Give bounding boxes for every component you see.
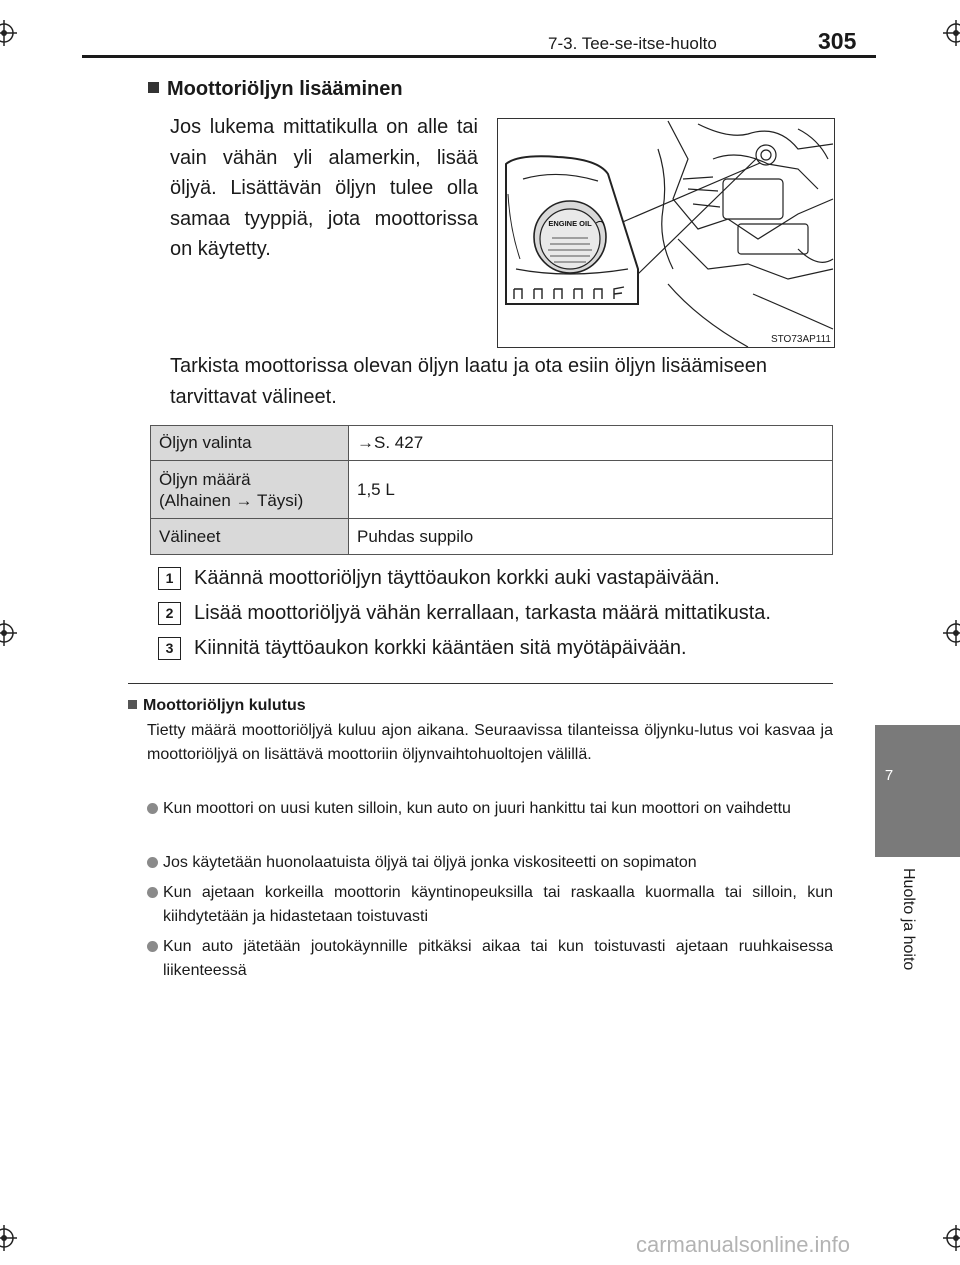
oil-cap-figure bbox=[497, 118, 835, 348]
step-text: Lisää moottoriöljyä vähän kerrallaan, tarkasta määrä mittatikusta. bbox=[194, 602, 771, 624]
square-bullet-icon bbox=[128, 700, 137, 709]
step-number-badge: 1 bbox=[158, 567, 181, 590]
registration-mark-icon bbox=[943, 1225, 960, 1251]
step-item bbox=[158, 637, 687, 660]
watermark: carmanualsonline.info bbox=[636, 1232, 851, 1257]
consumption-heading-text: Moottoriöljyn kulutus bbox=[143, 697, 306, 714]
table-value-cell: 1,5 L bbox=[349, 461, 833, 519]
chapter-title: Huolto ja hoito bbox=[900, 868, 917, 971]
section-heading bbox=[148, 78, 403, 101]
table-row bbox=[151, 461, 833, 519]
step-text: Käännä moottoriöljyn täyttöaukon korkki auki vastapäivään. bbox=[194, 567, 720, 589]
oil-info-table bbox=[150, 425, 833, 555]
section-heading-text: Moottoriöljyn lisääminen bbox=[167, 78, 403, 100]
list-item-text: Jos käytetään huonolaatuista öljyä tai öljyä jonka viskositeetti on sopimaton bbox=[163, 854, 697, 871]
table-label-text: Öljyn määrä (Alhainen → Täysi) bbox=[159, 469, 304, 510]
bullet-dot-icon bbox=[147, 941, 158, 952]
list-item bbox=[147, 851, 833, 875]
step-number-badge: 3 bbox=[158, 637, 181, 660]
cap-label: ENGINE OIL bbox=[548, 219, 592, 228]
registration-mark-icon bbox=[0, 1225, 17, 1251]
consumption-heading bbox=[128, 697, 306, 715]
bullet-dot-icon bbox=[147, 887, 158, 898]
bullet-dot-icon bbox=[147, 857, 158, 868]
step-item bbox=[158, 567, 720, 590]
page-number: 305 bbox=[818, 28, 857, 54]
table-label-cell: Öljyn valinta bbox=[151, 426, 349, 461]
header-rule bbox=[82, 55, 876, 58]
list-item-text: Kun ajetaan korkeilla moottorin käyntinopeuksilla tai raskaalla kuormalla tai silloin, kun kiihdytetään ja hidastetaan toistuvasti bbox=[163, 884, 833, 925]
bullet-dot-icon bbox=[147, 803, 158, 814]
step-number-badge: 2 bbox=[158, 602, 181, 625]
list-item bbox=[147, 935, 833, 982]
table-row bbox=[151, 426, 833, 461]
square-bullet-icon bbox=[148, 82, 159, 93]
list-item-text: Kun moottori on uusi kuten silloin, kun auto on juuri hankittu tai kun moottori on vaihdettu bbox=[163, 800, 791, 817]
list-item-text: Kun auto jätetään joutokäynnille pitkäksi aikaa tai kun toistuvasti ajetaan ruuhkaisessa liikenteessä bbox=[163, 938, 833, 979]
step-text: Kiinnitä täyttöaukon korkki kääntäen sitä myötäpäivään. bbox=[194, 637, 687, 659]
section-reference: 7-3. Tee-se-itse-huolto bbox=[548, 34, 717, 53]
table-value-cell: Puhdas suppilo bbox=[349, 519, 833, 555]
table-row bbox=[151, 519, 833, 555]
chapter-number: 7 bbox=[884, 767, 894, 784]
table-value-cell: →S. 427 bbox=[349, 426, 833, 461]
intro-paragraph: Jos lukema mittatikulla on alle tai vain vähän yli alamerkin, lisää öljyä. Lisättävän öljyn tulee olla samaa tyyppiä, jota moottorissa on käytetty. bbox=[170, 116, 478, 261]
registration-mark-icon bbox=[0, 620, 17, 646]
list-item bbox=[147, 881, 833, 928]
engine-bay-illustration bbox=[498, 119, 834, 347]
table-label-cell: Välineet bbox=[151, 519, 349, 555]
table-label-cell bbox=[151, 461, 349, 519]
consumption-paragraph: Tietty määrä moottoriöljyä kuluu ajon aikana. Seuraavissa tilanteissa öljynku-lutus voi kasvaa ja moottoriöljyä on lisättävä moottoriin öljynvaihtohuoltojen välillä. bbox=[147, 722, 833, 763]
step-item bbox=[158, 602, 771, 625]
chapter-tab bbox=[875, 725, 960, 857]
preparation-paragraph: Tarkista moottorissa olevan öljyn laatu ja ota esiin öljyn lisäämiseen tarvittavat välineet. bbox=[170, 355, 767, 408]
registration-mark-icon bbox=[943, 620, 960, 646]
registration-mark-icon bbox=[0, 20, 17, 46]
list-item bbox=[147, 797, 833, 821]
registration-mark-icon bbox=[943, 20, 960, 46]
section-divider bbox=[128, 683, 833, 684]
figure-code: STO73AP111 bbox=[770, 334, 831, 345]
